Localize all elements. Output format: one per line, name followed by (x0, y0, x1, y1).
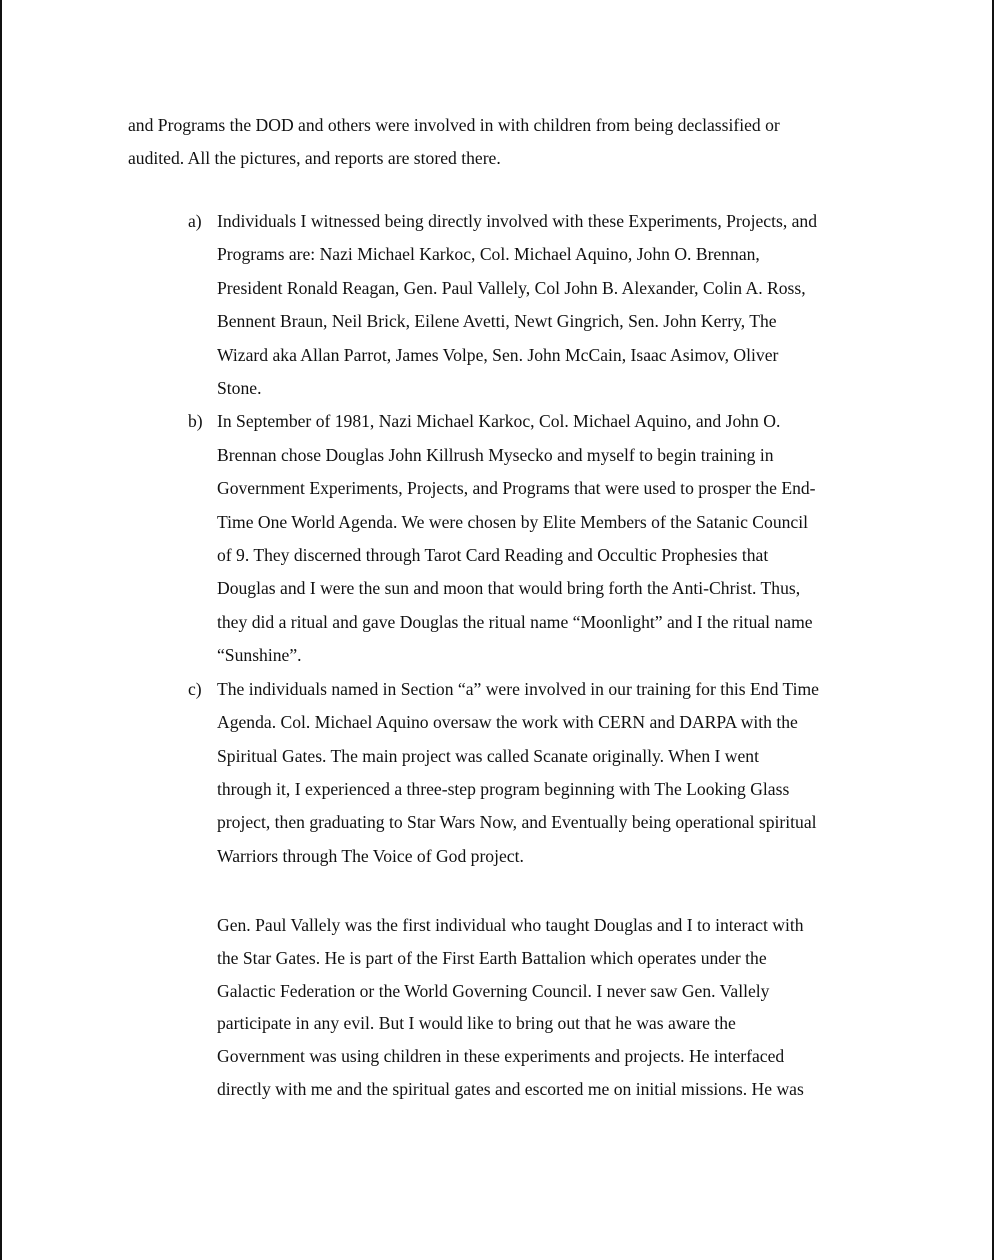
vallely-paragraph (217, 909, 887, 1106)
text-line: Warriors through The Voice of God project. (217, 845, 524, 866)
witness-list (188, 205, 888, 873)
text-line: Government Experiments, Projects, and Programs that were used to prosper the End- (217, 478, 816, 499)
text-line: the Star Gates. He is part of the First Earth Battalion which operates under the (217, 947, 767, 968)
intro-paragraph (128, 109, 868, 175)
text-line: Time One World Agenda. We were chosen by Elite Members of the Satanic Council (217, 511, 808, 532)
list-item-body (217, 673, 888, 873)
intro-line: and Programs the DOD and others were involved in with children from being declassified or (128, 115, 780, 135)
text-line: Gen. Paul Vallely was the first individual who taught Douglas and I to interact with (217, 915, 804, 935)
text-line: In September of 1981, Nazi Michael Karkoc, Col. Michael Aquino, and John O. (217, 411, 781, 432)
list-marker: b) (188, 411, 203, 432)
text-line: Brennan chose Douglas John Killrush Mysecko and myself to begin training in (217, 444, 774, 465)
text-line: Galactic Federation or the World Governing Council. I never saw Gen. Vallely (217, 980, 770, 1001)
text-line: Stone. (217, 378, 262, 399)
text-line: President Ronald Reagan, Gen. Paul Vallely, Col John B. Alexander, Colin A. Ross, (217, 277, 806, 298)
text-line: participate in any evil. But I would like to bring out that he was aware the (217, 1013, 736, 1034)
text-line: Individuals I witnessed being directly involved with these Experiments, Projects, and (217, 211, 818, 231)
text-line: Agenda. Col. Michael Aquino oversaw the work with CERN and DARPA with the (217, 712, 798, 733)
list-item-c (188, 673, 888, 873)
text-line: The individuals named in Section “a” were involved in our training for this End Time (217, 678, 819, 699)
text-line: Programs are: Nazi Michael Karkoc, Col. Michael Aquino, John O. Brennan, (217, 244, 760, 265)
text-line: Wizard aka Allan Parrot, James Volpe, Sen. John McCain, Isaac Asimov, Oliver (217, 344, 779, 365)
text-line: Government was using children in these experiments and projects. He interfaced (217, 1046, 785, 1067)
text-line: Douglas and I were the sun and moon that would bring forth the Anti-Christ. Thus, (217, 578, 801, 599)
list-item-a (188, 205, 888, 405)
text-line: they did a ritual and gave Douglas the ritual name “Moonlight” and I the ritual name (217, 611, 813, 632)
intro-line: audited. All the pictures, and reports are stored there. (128, 148, 501, 168)
list-item-body (217, 205, 888, 405)
text-line: Spiritual Gates. The main project was called Scanate originally. When I went (217, 745, 759, 766)
text-line: “Sunshine”. (217, 645, 302, 666)
text-line: Bennent Braun, Neil Brick, Eilene Avetti, Newt Gingrich, Sen. John Kerry, The (217, 311, 777, 332)
list-marker: a) (188, 211, 202, 231)
list-marker: c) (188, 678, 202, 699)
list-item-body (217, 405, 888, 672)
text-line: project, then graduating to Star Wars Now, and Eventually being operational spiritual (217, 812, 817, 833)
text-line: directly with me and the spiritual gates and escorted me on initial missions. He was (217, 1078, 804, 1099)
list-item-b (188, 405, 888, 672)
text-line: of 9. They discerned through Tarot Card Reading and Occultic Prophesies that (217, 545, 769, 566)
text-line: through it, I experienced a three-step program beginning with The Looking Glass (217, 778, 790, 799)
